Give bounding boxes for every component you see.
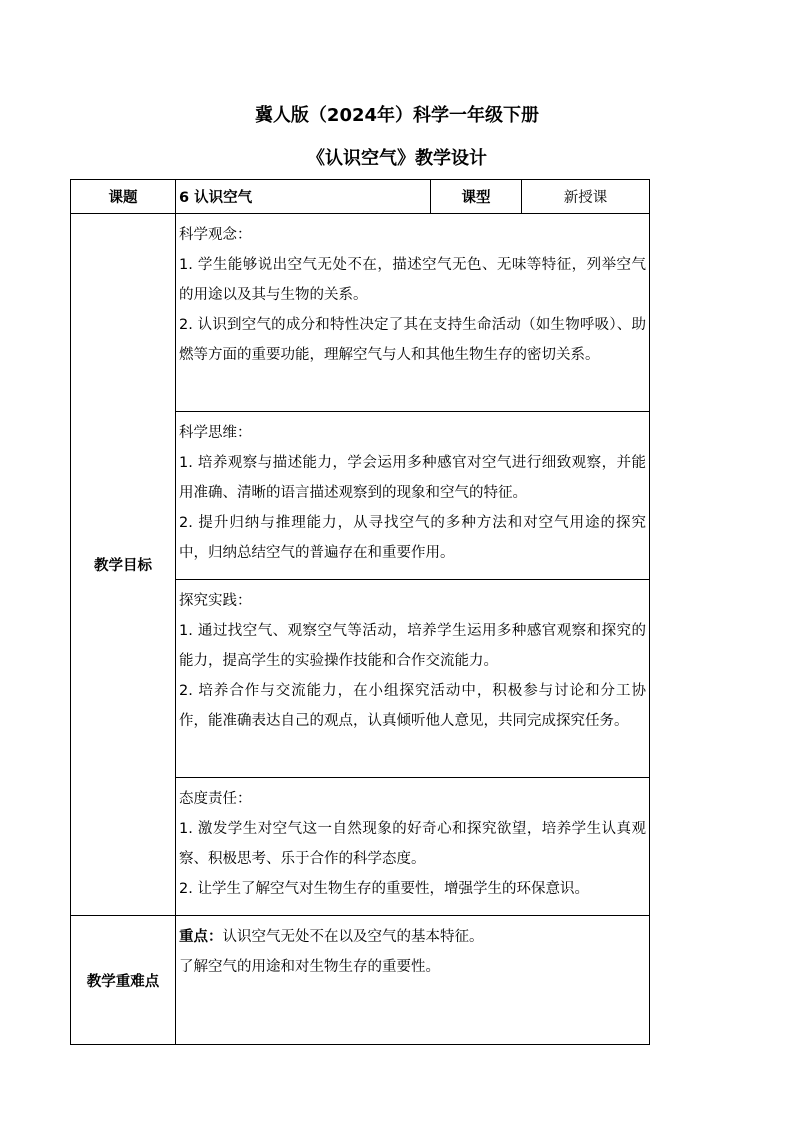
lesson-label: 课题 [71,180,176,214]
type-label: 课型 [431,180,522,214]
header-row [71,180,650,214]
lesson-value: 6 认识空气 [176,180,431,214]
difficult-point-text: 了解空气的用途和对生物生存的重要性。 [179,959,440,975]
section-title: 态度责任： [179,791,252,807]
section-title: 探究实践： [179,593,252,609]
document-title: 冀人版（2024年）科学一年级下册 [254,105,540,126]
objective-section-thinking [176,412,650,580]
objectives-label: 教学目标 [71,214,176,916]
objective-section-attitude [176,778,650,916]
objectives-row-1 [71,214,650,412]
objective-section-practice [176,580,650,778]
document-subtitle: 《认识空气》教学设计 [307,148,487,169]
section-item: 2. 认识到空气的成分和特性决定了其在支持生命活动（如生物呼吸）、助燃等方面的重要功能，理解空气与人和其他生物生存的密切关系。 [179,317,646,363]
section-item: 2. 提升归纳与推理能力，从寻找空气的多种方法和对空气用途的探究中，归纳总结空气的普遍存在和重要作用。 [179,515,646,561]
section-title: 科学观念： [179,227,252,243]
section-item: 1. 通过找空气、观察空气等活动，培养学生运用多种感官观察和探究的能力，提高学生的实验操作技能和合作交流能力。 [179,623,646,669]
key-point-label: 重点： [179,929,223,945]
section-item: 2. 培养合作与交流能力，在小组探究活动中，积极参与讨论和分工协作，能准确表达自己的观点，认真倾听他人意见，共同完成探究任务。 [179,683,646,729]
lesson-plan-table [70,179,650,1045]
section-item: 2. 让学生了解空气对生物生存的重要性，增强学生的环保意识。 [179,881,589,897]
section-title: 科学思维： [179,425,252,441]
objective-section-concept [176,214,650,412]
key-difficult-content [176,916,650,1045]
key-difficult-row [71,916,650,1045]
key-point-line [179,922,646,952]
section-item: 1. 培养观察与描述能力，学会运用多种感官对空气进行细致观察，并能用准确、清晰的语言描述观察到的现象和空气的特征。 [179,455,646,501]
key-difficult-label: 教学重难点 [71,916,176,1045]
type-value: 新授课 [522,180,650,214]
section-item: 1. 激发学生对空气这一自然现象的好奇心和探究欲望，培养学生认真观察、积极思考、乐于合作的科学态度。 [179,821,646,867]
key-point-text: 认识空气无处不在以及空气的基本特征。 [222,929,484,945]
section-item: 1. 学生能够说出空气无处不在，描述空气无色、无味等特征，列举空气的用途以及其与生物的关系。 [179,257,646,303]
